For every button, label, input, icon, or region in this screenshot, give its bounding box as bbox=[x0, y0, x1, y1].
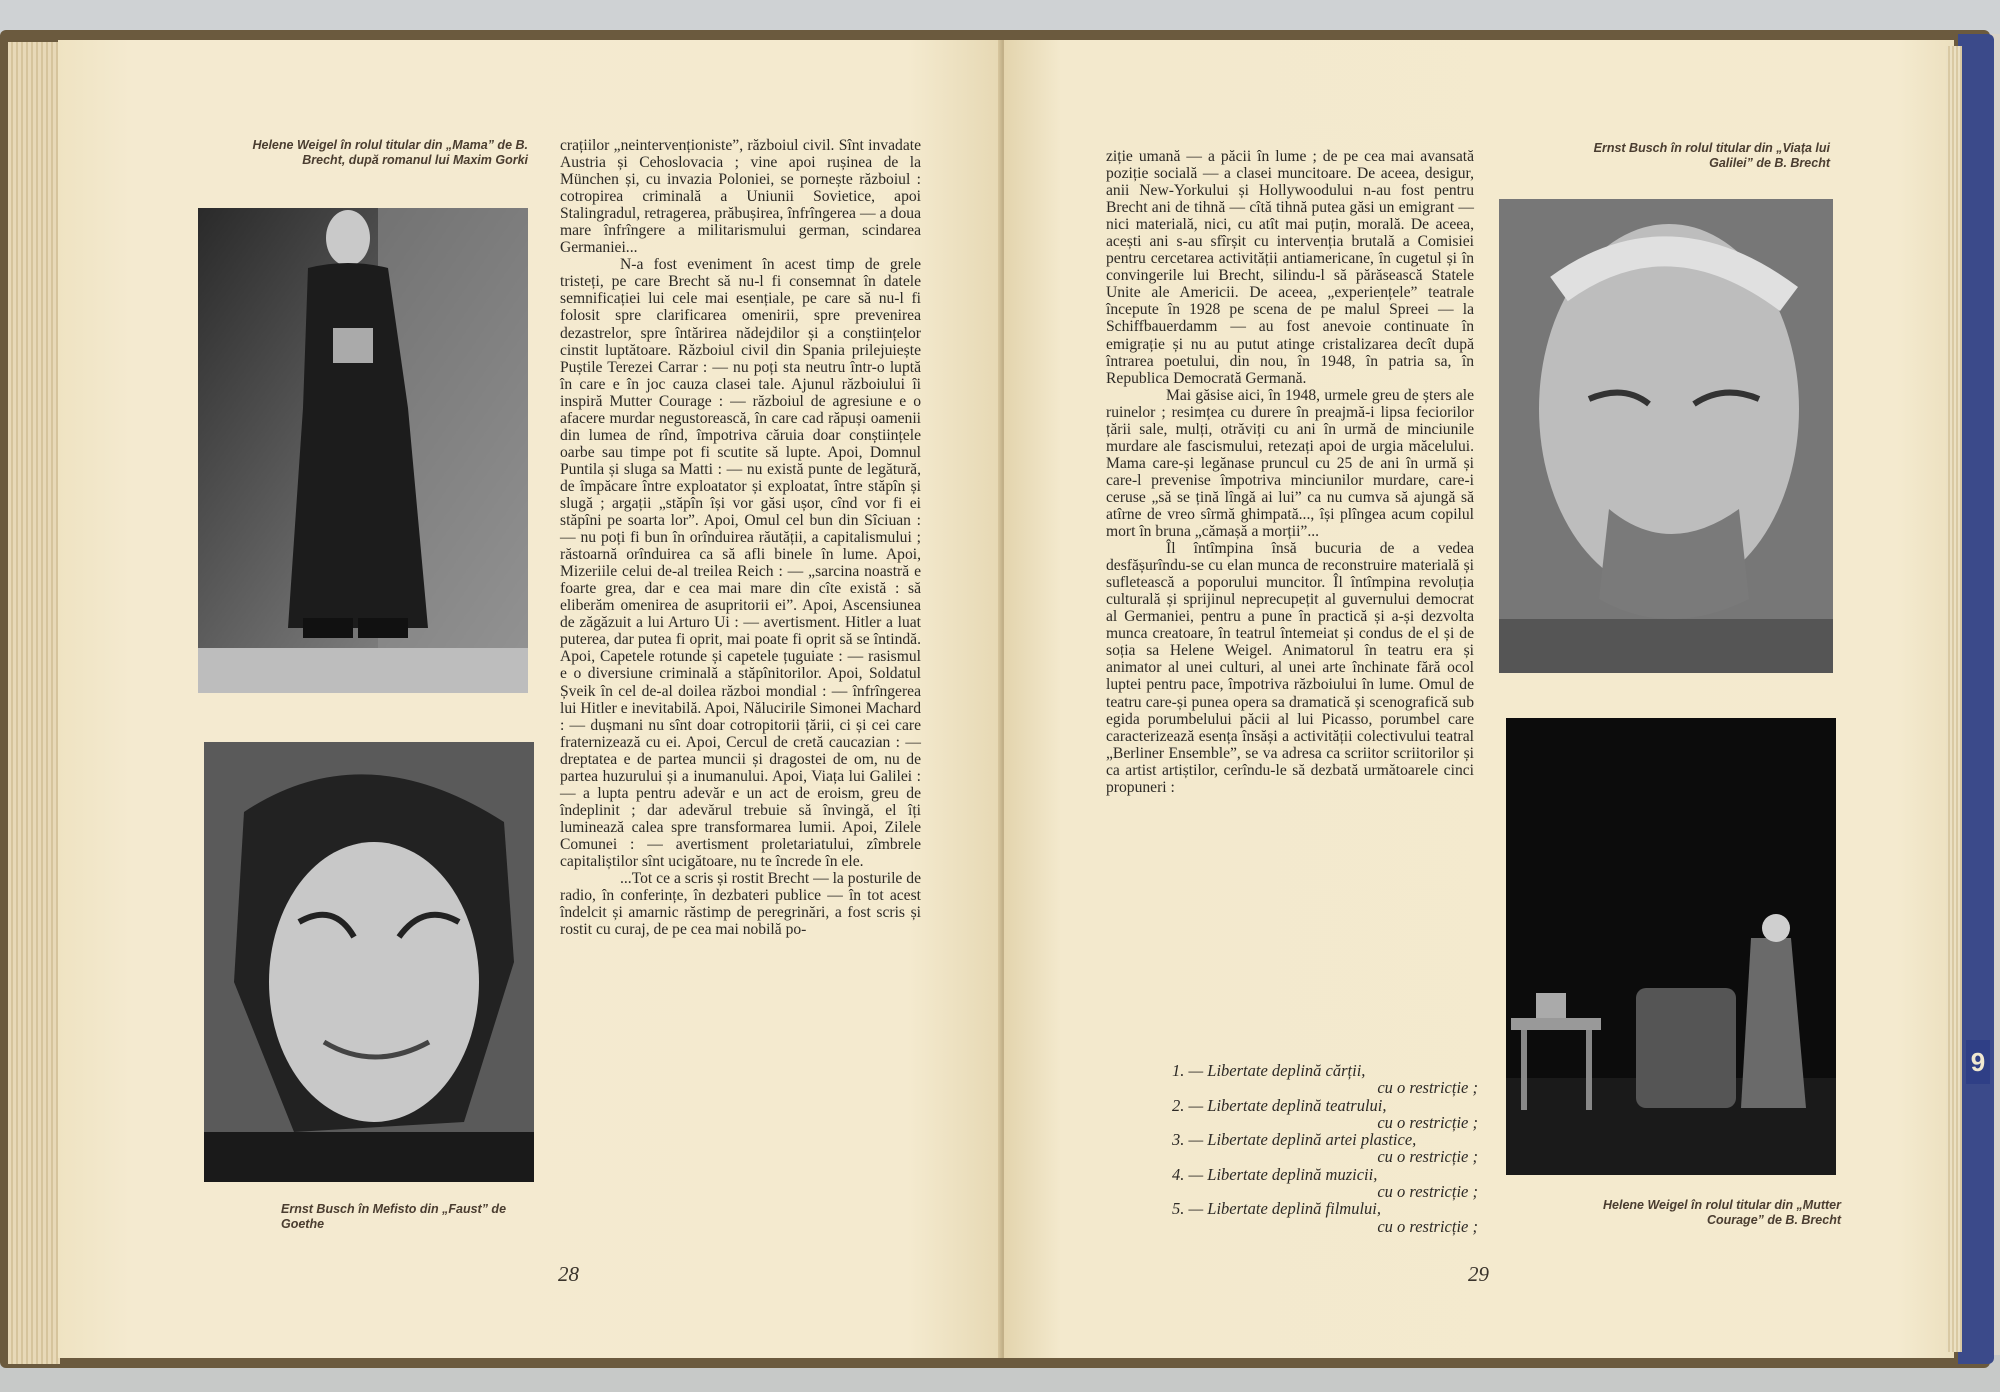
tab-marker-number: 9 bbox=[1966, 1040, 1990, 1084]
right-page-text-column bbox=[1106, 148, 1474, 796]
page-number-right: 29 bbox=[1468, 1262, 1489, 1286]
page-stack-left bbox=[8, 42, 60, 1364]
list-item bbox=[1172, 1062, 1478, 1097]
list-item-sub: cu o restricție ; bbox=[1377, 1147, 1478, 1167]
photo-image bbox=[1506, 718, 1836, 1175]
caption-ernst-busch-mefisto: Ernst Busch în Mefisto din „Faust” de Goethe bbox=[281, 1202, 507, 1231]
left-page-text-column bbox=[560, 137, 921, 938]
text-paragraph: Mai găsise aici, în 1948, urmele greu de șters ale ruinelor ; resimțea cu durere în preajmă-i lipsa feciorilor țării sale, mulți, otrăviți cu ani în urmă de minciunile murdare ale fascismului, retezați apoi de urgia măcelului. Mama care-și legănase pruncul cu 25 de ani în urmă și care-l prevenise împotriva minciunilor murdare, care-i ceruse „să se țină lîngă ai lui” ca nu cumva să ajungă să atîrne de vreo sîrmă ghimpată..., își plîngea acum copilul mort în bruna „cămașă a morții”... bbox=[1106, 386, 1474, 541]
list-item-sub: cu o restricție ; bbox=[1377, 1112, 1478, 1132]
text-paragraph: ziție umană — a păcii în lume ; de pe cea mai avansată poziție socială — a clasei muncitoare. De aceea, desigur, anii New-Yorkului și Hollywoodului n-au fost pentru Brecht ani de tihnă — cîtă tihnă putea găsi un emigrant — nici materială, nici, cu atît mai puțin, morală. De aceea, acești ani s-au sfîrșit cu intervenția brutală a Comisiei pentru cercetarea activității antiamericane, în cugetul și în convingerile lui Brecht, silindu-l să părăsească Statele Unite ale Americii. De aceea, „experiențele” teatrale începute în 1928 pe scena de pe malul Spreei — la Schiffbauerdamm — au fost anevoie continuate în emigrație și nu au putut atinge cristalizarea decît după întrarea poetului, din nou, în 1948, în patria sa, în Republica Democrată Germană. bbox=[1106, 148, 1474, 387]
table-surface-top bbox=[0, 0, 2000, 34]
list-item-sub: cu o restricție ; bbox=[1377, 1078, 1478, 1098]
photo-image bbox=[198, 208, 528, 693]
list-item-main: 5. — Libertate deplină filmului, bbox=[1172, 1199, 1381, 1219]
list-item-main: 2. — Libertate deplină teatrului, bbox=[1172, 1095, 1387, 1115]
photo-image bbox=[204, 742, 534, 1182]
photo-ernst-busch-mefisto bbox=[204, 742, 534, 1182]
list-item-sub: cu o restricție ; bbox=[1377, 1216, 1478, 1236]
list-item-sub: cu o restricție ; bbox=[1377, 1182, 1478, 1202]
photo-image bbox=[1499, 199, 1833, 673]
list-item-main: 4. — Libertate deplină muzicii, bbox=[1172, 1164, 1378, 1184]
text-paragraph: Îl întîmpina însă bucuria de a vedea desfășurîndu-se cu elan munca de reconstruire materială și sufletească a poporului muncitor. Îl întîmpina revoluția culturală și sprijinul neprecupețit al guvernului democrat al Germaniei, pentru a pune în practică și a-și dezvolta munca creatoare, în teatrul întemeiat și condus de el și de soția sa Helene Weigel. Animatorul în teatru era și animator al unei culturi, al unei arte închinate fără ocol luptei pentru pace, împotriva războiului în lume. Omul de teatru care-și punea opera sa dramatică și scenografică sub egida porumbelului păcii al lui Picasso, porumbel care caracterizează esența însăși a activității colectivului teatral „Berliner Ensemble”, se va adresa ca scriitor scriitorilor și ca artist artiștilor, cerîndu-le să dezbată următoarele cinci propuneri : bbox=[1106, 540, 1474, 796]
caption-helene-weigel-mama: Helene Weigel în rolul titular din „Mama” de B. Brecht, după romanul lui Maxim Gorki bbox=[252, 138, 528, 167]
page-stack-right bbox=[1946, 46, 1962, 1352]
photo-helene-weigel-mama bbox=[198, 208, 528, 693]
book-cover-edge bbox=[1958, 34, 1994, 1364]
caption-ernst-busch-galilei: Ernst Busch în rolul titular din „Viața lui Galilei” de B. Brecht bbox=[1593, 141, 1830, 170]
text-paragraph: N-a fost eveniment în acest timp de grele tristeți, pe care Brecht să nu-l fi consemnat în datele semnificației lui cele mai esențiale, pe care să nu-l fi folosit spre clarificarea omenirii, spre prevenirea dezastrelor, spre întărirea nădejdilor și a conștiințelor cinstit luptătoare. Războiul civil din Spania prilejuiește Puștile Terezei Carrar : — nu poți sta neutru într-o luptă în care e în joc cauza clasei tale. Ajunul războiului îi inspiră Mutter Courage : — războiul de agresiune e o afacere murdar negustorească, în care cad răpuși oamenii din lumea de rînd, împotriva căruia doar conștiințele oarbe sau timpe pot fi scutite să lupte. Apoi, Domnul Puntila și sluga sa Matti : — nu există punte de legătură, de împăcare între exploatator și exploatat, între stăpîn și slugă ; argații „stăpîn își vor găsi ușor, cînd vor fi ei stăpîni pe soarta lor”. Apoi, Omul cel bun din Sîciuan : — nu poți fi bun în orînduirea răutății, a capitalismului ; răstoarnă orînduirea ca să afli binele în lume. Apoi, Mizeriile celui de-al treilea Reich : — „sarcina noastră e foarte grea, dar e cea mai mare din cîte există : să eliberăm omenirea de asupritorii ei”. Apoi, Ascensiunea de zăgăzuit a lui Arturo Ui : — avertisment. Hitler a luat puterea, dar putea fi oprit, mai poate fi oprit să se întindă. Apoi, Capetele rotunde și capetele țuguiate : — rasismul e o diversiune criminală a stăpînitorilor. Apoi, Soldatul Șveik în cel de-al doilea război mondial : — înfrîngerea lui Hitler e inevitabilă. Apoi, Nălucirile Simonei Machard : — dușmani nu sînt doar cotropitorii țării, ci și cei care fraternizează cu ei. Apoi, Cercul de cretă caucazian : — dreptatea e de partea muncii și dragostei de om, nu de partea huzurului și a inumanului. Apoi, Viața lui Galilei : — a lupta pentru adevăr e un act de eroism, greu de îndeplinit ; dar adevărul trebuie să învingă, el îți luminează calea spre transformarea lumii. Apoi, Zilele Comunei : — avertisment proletariatului, zîmbrele capitaliștilor sînt ucigătoare, nu te încrede în ele. bbox=[560, 256, 921, 870]
photo-ernst-busch-galilei bbox=[1499, 199, 1833, 673]
list-item bbox=[1172, 1200, 1478, 1235]
text-paragraph: ...Tot ce a scris și rostit Brecht — la posturile de radio, în conferințe, în dezbateri publice — în tot acest îndelcit și amarnic răstimp de peregrinări, a fost scris și rostit cu curaj, de pe cea mai nobilă po- bbox=[560, 870, 921, 939]
proposals-list bbox=[1172, 1062, 1478, 1235]
list-item bbox=[1172, 1097, 1478, 1132]
list-item bbox=[1172, 1166, 1478, 1201]
list-item-main: 3. — Libertate deplină artei plastice, bbox=[1172, 1130, 1417, 1150]
list-item bbox=[1172, 1131, 1478, 1166]
photo-helene-weigel-mutter-courage bbox=[1506, 718, 1836, 1175]
page-number-left: 28 bbox=[558, 1262, 579, 1286]
text-paragraph: crațiilor „neintervenționiste”, războiul civil. Sînt invadate Austria și Cehoslovacia ; vine apoi rușinea de la München și, cu invazia Poloniei, se pornește războiul : cotropirea criminală a Uniunii Sovietice, apoi Stalingradul, retragerea, prăbușirea, înfrîngerea — a doua mare înfrîngere a militarismului german, scindarea Germaniei... bbox=[560, 137, 921, 257]
list-item-main: 1. — Libertate deplină cărții, bbox=[1172, 1061, 1366, 1080]
caption-helene-weigel-mutter-courage: Helene Weigel în rolul titular din „Mutter Courage” de B. Brecht bbox=[1603, 1198, 1841, 1227]
